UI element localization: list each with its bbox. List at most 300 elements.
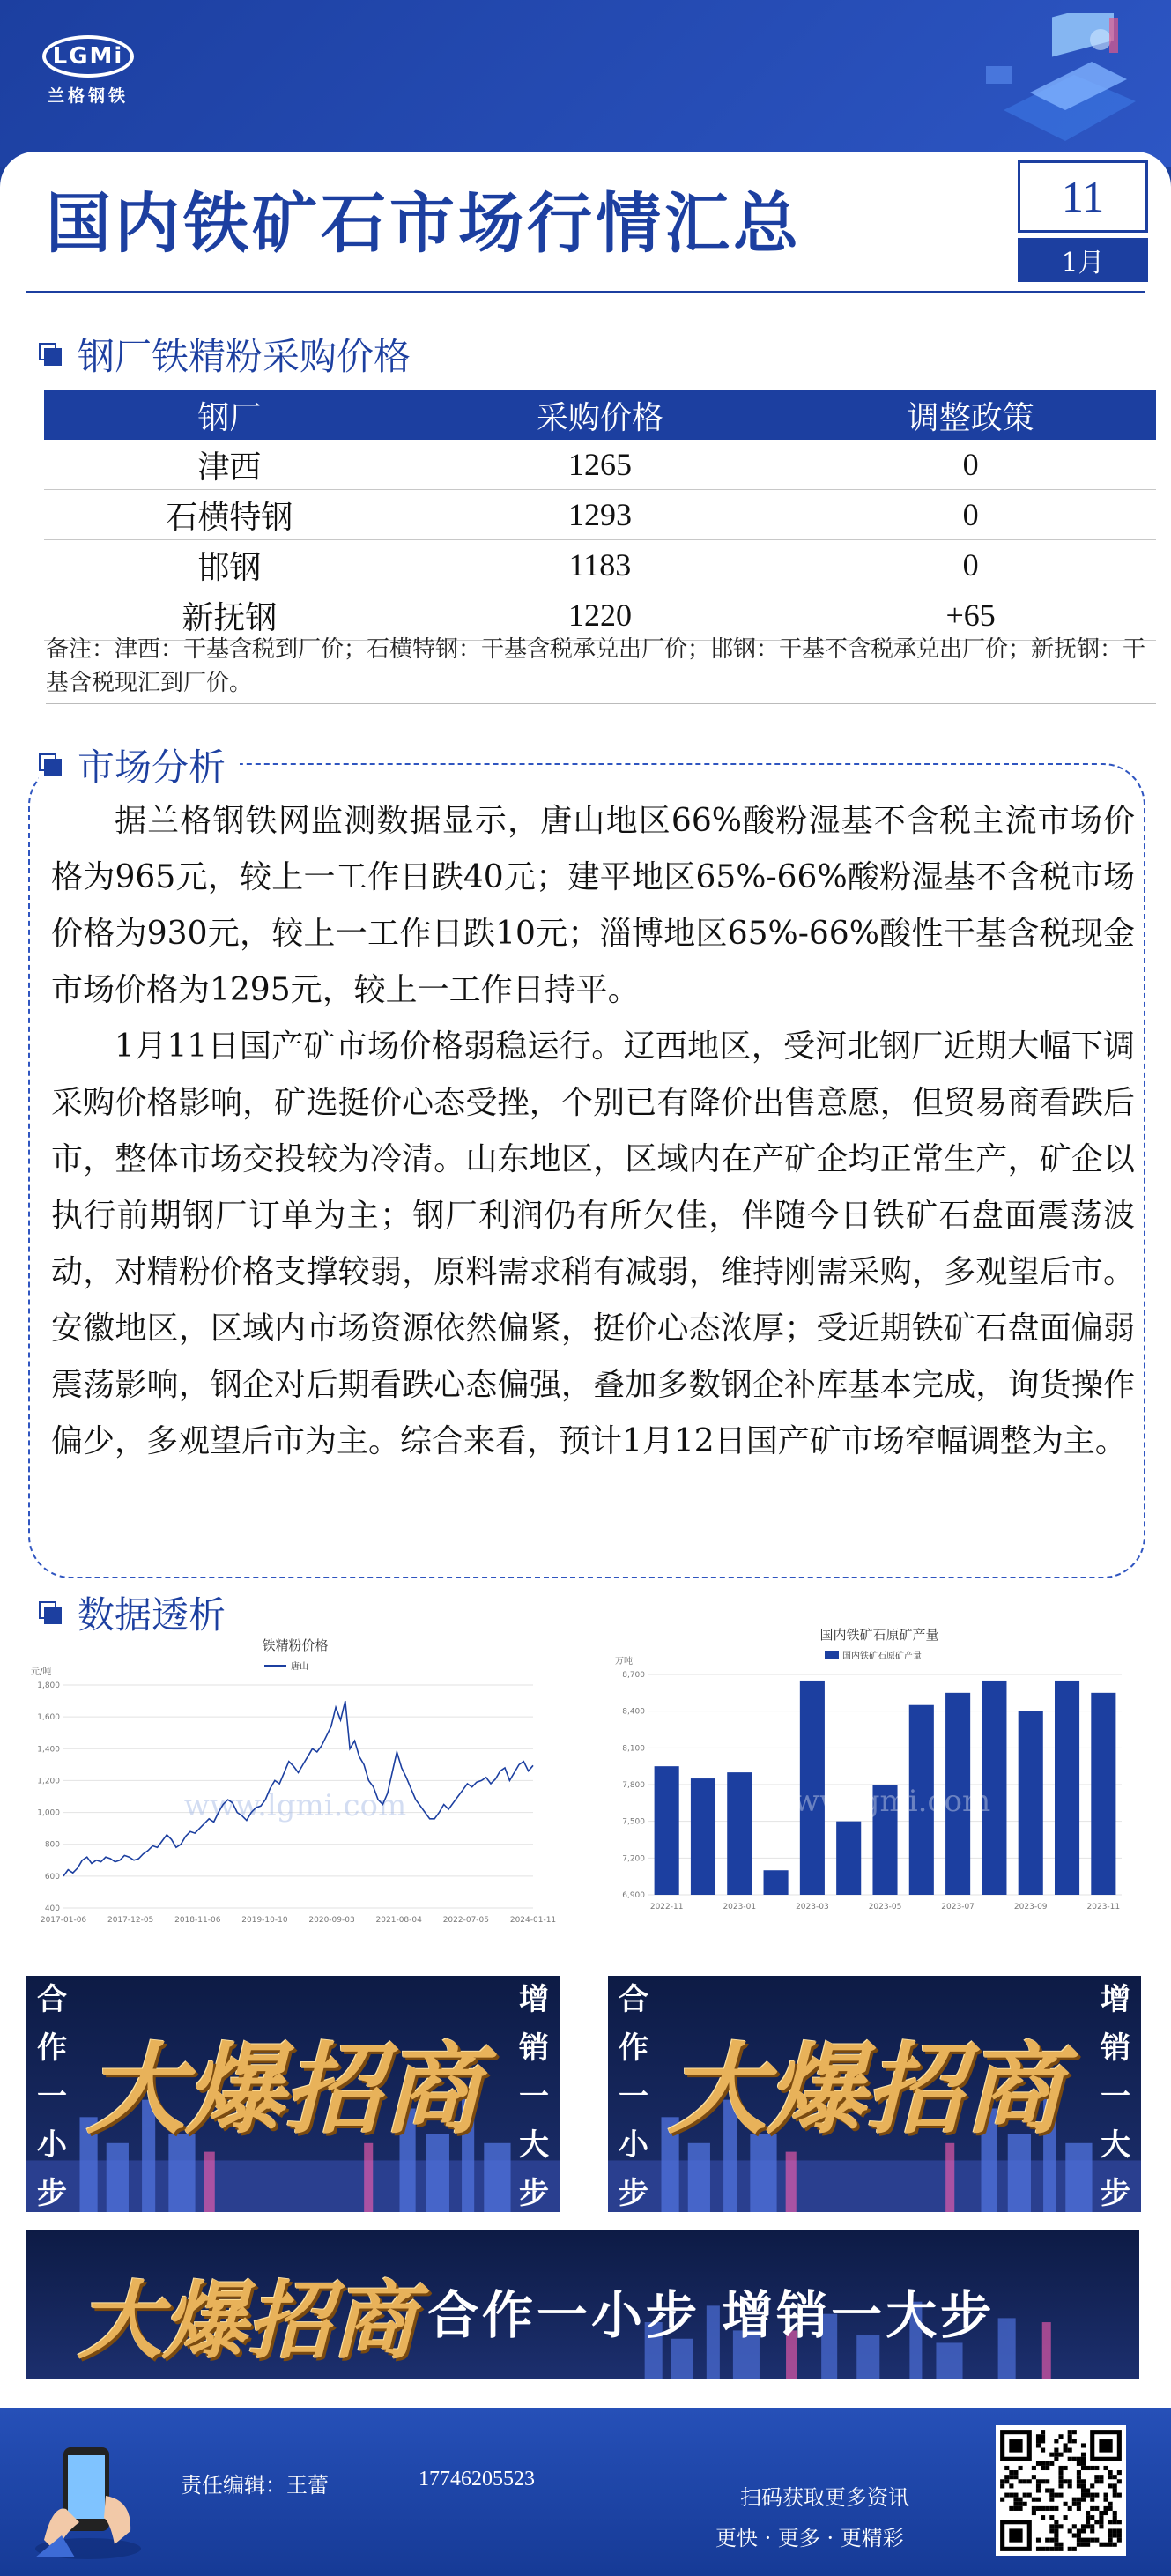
qr-module (1086, 2520, 1090, 2524)
qr-module (1023, 2479, 1027, 2483)
y-tick-label: 1,400 (37, 1745, 60, 1755)
qr-module (1090, 2506, 1094, 2511)
bar-2023-11 (1091, 1693, 1115, 1895)
bar-2023-04 (836, 1822, 861, 1895)
qr-finder-core (1009, 2439, 1022, 2452)
qr-module (1099, 2543, 1103, 2547)
bar-chart (606, 1622, 1144, 1930)
qr-module (1108, 2538, 1113, 2543)
banner-left[interactable] (26, 1976, 560, 2212)
analysis-paragraph: 据兰格钢铁网监测数据显示，唐山地区66%酸粉湿基不含税主流市场价格为965元，较上一工作日跌40元；建平地区65%-66%酸粉湿基不含税市场价格为930元，较上一工作日跌10元；淄博地区65%-66%酸性干基含税现金市场价格为1295元，较上一工作日持平。 (51, 803, 1135, 1008)
footer-motto: 更快 · 更多 · 更精彩 (715, 2526, 904, 2550)
qr-module (1049, 2524, 1054, 2528)
qr-module (1081, 2443, 1086, 2447)
x-tick-label: 2023-09 (1013, 1903, 1048, 1912)
qr-module (1077, 2506, 1081, 2511)
adjust-policy: +65 (785, 590, 1156, 641)
column-header: 钢厂 (44, 390, 415, 440)
bar-2023-01 (727, 1772, 752, 1895)
y-tick-label: 1,800 (37, 1681, 60, 1690)
qr-module (1013, 2475, 1018, 2479)
qr-module (1045, 2466, 1049, 2470)
steel-name: 津西 (44, 440, 415, 490)
qr-module (1041, 2430, 1045, 2434)
y-tick-label: 7,200 (622, 1854, 645, 1864)
qr-module (1041, 2547, 1045, 2551)
qr-module (1072, 2439, 1077, 2443)
qr-module (1032, 2506, 1036, 2511)
qr-module (1058, 2483, 1063, 2488)
qr-module (1032, 2475, 1036, 2479)
qr-module (1049, 2461, 1054, 2466)
banner-side-left: 合 作 一 小 步 (37, 1982, 67, 2211)
hand-phone-icon (26, 2434, 150, 2566)
qr-module (1099, 2479, 1103, 2483)
qr-module (1064, 2448, 1068, 2453)
qr-module (1068, 2528, 1072, 2533)
qr-module (1077, 2533, 1081, 2537)
qr-module (1009, 2470, 1013, 2475)
qr-module (1077, 2543, 1081, 2547)
qr-module (1108, 2502, 1113, 2506)
qr-module (1072, 2457, 1077, 2461)
y-tick-label: 800 (44, 1840, 60, 1850)
adjust-policy: 0 (785, 540, 1156, 590)
qr-module (1113, 2515, 1117, 2520)
qr-module (1054, 2457, 1058, 2461)
qr-module (1041, 2448, 1045, 2453)
table-header-row (44, 390, 1156, 440)
qr-module (1081, 2453, 1086, 2457)
qr-module (1072, 2430, 1077, 2434)
y-tick-label: 8,700 (622, 1671, 645, 1680)
purchase-price: 1293 (415, 490, 786, 540)
qr-module (1077, 2479, 1081, 2483)
qr-module (1045, 2479, 1049, 2483)
table-row (44, 440, 1156, 490)
qr-module (1054, 2524, 1058, 2528)
banner-side-left: 合 作 一 小 步 (619, 1982, 648, 2211)
qr-module (1081, 2524, 1086, 2528)
qr-module (1019, 2466, 1023, 2470)
qr-module (1094, 2466, 1099, 2470)
bar-2022-11 (655, 1766, 679, 1895)
qr-module (1086, 2466, 1090, 2470)
qr-module (1004, 2493, 1009, 2498)
qr-module (1054, 2453, 1058, 2457)
y-tick-label: 7,500 (622, 1817, 645, 1827)
qr-module (1064, 2443, 1068, 2447)
qr-module (1041, 2515, 1045, 2520)
qr-module (1041, 2434, 1045, 2439)
qr-module (1045, 2547, 1049, 2551)
banner-right[interactable] (608, 1976, 1141, 2212)
qr-module (1117, 2479, 1122, 2483)
qr-module (1094, 2538, 1099, 2543)
qr-module (1117, 2493, 1122, 2498)
qr-module (1058, 2470, 1063, 2475)
x-tick-label: 2022-07-05 (442, 1916, 490, 1925)
qr-module (1054, 2538, 1058, 2543)
watermark: www.lgmi.com (183, 1788, 407, 1823)
qr-module (1027, 2493, 1032, 2498)
x-tick-label: 2023-03 (796, 1903, 829, 1912)
y-tick-label: 600 (44, 1872, 60, 1882)
qr-module (1036, 2483, 1041, 2488)
qr-module (1081, 2498, 1086, 2502)
qr-module (1077, 2528, 1081, 2533)
qr-module (1036, 2538, 1041, 2543)
chart-title: 铁精粉价格 (262, 1637, 329, 1653)
qr-module (1041, 2466, 1045, 2470)
qr-module (1058, 2453, 1063, 2457)
qr-module (1045, 2506, 1049, 2511)
qr-module (1013, 2470, 1018, 2475)
qr-module (1081, 2479, 1086, 2483)
brand-logo (42, 35, 139, 106)
qr-module (1072, 2533, 1077, 2537)
tech-decoration-icon (968, 13, 1145, 154)
footer-phone: 17746205523 (419, 2468, 535, 2491)
qr-module (1077, 2483, 1081, 2488)
qr-module (1064, 2502, 1068, 2506)
table-row (44, 490, 1156, 540)
date-month: 1月 (1018, 238, 1148, 282)
purchase-price: 1265 (415, 440, 786, 490)
qr-module (1094, 2479, 1099, 2483)
qr-module (1049, 2547, 1054, 2551)
footer-scan-text: 扫码获取更多资讯 (740, 2485, 909, 2510)
steel-name: 邯钢 (44, 540, 415, 590)
x-tick-label: 2023-05 (868, 1903, 902, 1912)
qr-module (1086, 2543, 1090, 2547)
qr-module (1081, 2538, 1086, 2543)
logo-name: 兰格钢铁 (47, 86, 129, 106)
qr-module (1068, 2506, 1072, 2511)
x-tick-label: 2023-11 (1086, 1903, 1121, 1912)
qr-module (1049, 2488, 1054, 2492)
title-divider (26, 291, 1145, 293)
y-tick-label: 1,000 (37, 1808, 60, 1818)
qr-module (1049, 2528, 1054, 2533)
qr-module (1090, 2524, 1094, 2528)
qr-module (1113, 2475, 1117, 2479)
qr-module (1103, 2498, 1108, 2502)
qr-module (1077, 2502, 1081, 2506)
square-bullet-icon (39, 343, 62, 366)
purchase-price: 1183 (415, 540, 786, 590)
qr-module (1009, 2475, 1013, 2479)
qr-module (1113, 2511, 1117, 2515)
qr-module (1113, 2493, 1117, 2498)
qr-module (1036, 2443, 1041, 2447)
qr-module (1081, 2528, 1086, 2533)
qr-module (1077, 2498, 1081, 2502)
adjust-policy: 0 (785, 440, 1156, 490)
qr-module (1032, 2466, 1036, 2470)
qr-module (1090, 2483, 1094, 2488)
qr-module (1032, 2511, 1036, 2515)
qr-module (1009, 2483, 1013, 2488)
banner-big-text: 大爆招商 (668, 2032, 1063, 2148)
qr-module (1086, 2488, 1090, 2492)
qr-module (1099, 2515, 1103, 2520)
qr-module (1108, 2506, 1113, 2511)
qr-module (1009, 2506, 1013, 2511)
steel-name: 新抚钢 (44, 590, 415, 641)
qr-module (1036, 2434, 1041, 2439)
qr-module (1081, 2493, 1086, 2498)
qr-module (1054, 2520, 1058, 2524)
qr-module (1054, 2547, 1058, 2551)
qr-module (1117, 2528, 1122, 2533)
analysis-paragraph: 1月11日国产矿市场价格弱稳运行。辽西地区，受河北钢厂近期大幅下调采购价格影响，矿选挺价心态受挫，个别已有降价出售意愿，但贸易商看跌后市，整体市场交投较为冷清。山东地区，区域内在产矿企均正常生产，矿企以执行前期钢厂订单为主；钢厂利润仍有所欠佳，伴随今日铁矿石盘面震荡波动，对精粉价格支撑较弱，原料需求稍有减弱，维持刚需采购，多观望后市。安徽地区，区域内市场资源依然偏紧，挺价心态浓厚；受近期铁矿石盘面偏弱震荡影响，钢企对后期看跌心态偏强，叠加多数钢企补库基本完成，询货操作偏少，多观望后市为主。综合来看，预计1月12日国产矿市场窄幅调整为主。 (51, 1028, 1135, 1459)
table-row (44, 540, 1156, 590)
qr-module (1045, 2538, 1049, 2543)
qr-module (1054, 2506, 1058, 2511)
qr-module (1064, 2515, 1068, 2520)
qr-module (1019, 2502, 1023, 2506)
section-analysis-heading (39, 739, 240, 791)
qr-module (1064, 2479, 1068, 2483)
qr-module (1113, 2483, 1117, 2488)
banner-big-text: 大爆招商 (86, 2032, 481, 2148)
square-bullet-icon (39, 753, 62, 776)
qr-module (1090, 2493, 1094, 2498)
qr-module (1054, 2533, 1058, 2537)
qr-module (1086, 2511, 1090, 2515)
x-tick-label: 2017-01-06 (40, 1916, 87, 1925)
qr-finder-core (1099, 2439, 1112, 2452)
x-tick-label: 2023-07 (941, 1903, 975, 1912)
qr-module (1004, 2475, 1009, 2479)
qr-module (1108, 2520, 1113, 2524)
y-tick-label: 1,200 (37, 1777, 60, 1786)
footer (0, 2408, 1171, 2576)
bar-2023-09 (1019, 1711, 1043, 1895)
legend-label: 国内铁矿石原矿产量 (842, 1652, 922, 1661)
qr-module (1068, 2457, 1072, 2461)
qr-module (1023, 2493, 1027, 2498)
qr-module (1090, 2528, 1094, 2533)
qr-module (1094, 2475, 1099, 2479)
qr-module (1086, 2515, 1090, 2520)
qr-module (1036, 2479, 1041, 2483)
qr-module (1036, 2461, 1041, 2466)
qr-module (1041, 2479, 1045, 2483)
qr-module (1068, 2483, 1072, 2488)
square-bullet-icon (39, 1601, 62, 1624)
qr-module (1023, 2502, 1027, 2506)
bar-2023-02 (764, 1870, 789, 1895)
logo-mark: LGMi (42, 35, 134, 78)
qr-module (1072, 2498, 1077, 2502)
section-data-title: 数据透析 (78, 1593, 226, 1637)
x-tick-label: 2018-11-06 (174, 1916, 221, 1925)
banner-slogan: 合作一小步 增销一大步 (427, 2285, 996, 2345)
qr-module (1108, 2533, 1113, 2537)
y-tick-label: 1,600 (37, 1713, 60, 1723)
qr-module (1049, 2538, 1054, 2543)
qr-module (1013, 2498, 1018, 2502)
x-tick-label: 2022-11 (649, 1903, 684, 1912)
qr-module (1103, 2506, 1108, 2511)
qr-module (1019, 2479, 1023, 2483)
y-tick-label: 6,900 (622, 1891, 645, 1900)
qr-module (1108, 2543, 1113, 2547)
qr-module (1072, 2524, 1077, 2528)
qr-module (1113, 2533, 1117, 2537)
qr-module (1094, 2506, 1099, 2511)
qr-module (1072, 2547, 1077, 2551)
section-prices-title: 钢厂铁精粉采购价格 (78, 335, 411, 378)
qr-module (1049, 2453, 1054, 2457)
qr-module (1113, 2520, 1117, 2524)
qr-module (1054, 2493, 1058, 2498)
steel-name: 石横特钢 (44, 490, 415, 540)
column-header: 调整政策 (785, 390, 1156, 440)
x-tick-label: 2019-10-10 (241, 1916, 288, 1925)
qr-module (1099, 2511, 1103, 2515)
price-note: 备注：津西：干基含税到厂价；石横特钢：干基含税承兑出厂价；邯钢：干基不含税承兑出厂价；新抚钢：干基含税现汇到厂价。 (46, 633, 1156, 704)
qr-module (1013, 2506, 1018, 2511)
qr-module (1108, 2475, 1113, 2479)
price-table (44, 390, 1156, 641)
qr-module (1058, 2434, 1063, 2439)
qr-module (1013, 2493, 1018, 2498)
bar-2023-10 (1055, 1681, 1079, 1895)
qr-module (1090, 2498, 1094, 2502)
qr-module (1108, 2528, 1113, 2533)
y-axis-label: 元/吨 (31, 1667, 52, 1677)
chart-title: 国内铁矿石原矿产量 (819, 1627, 939, 1643)
section-analysis-title: 市场分析 (78, 746, 226, 789)
date-day: 11 (1018, 160, 1148, 233)
qr-module (1036, 2506, 1041, 2511)
qr-module (1049, 2493, 1054, 2498)
banner-side-right: 增 销 一 大 步 (1101, 1982, 1130, 2211)
qr-module (1013, 2502, 1018, 2506)
qr-module (1117, 2470, 1122, 2475)
qr-module (1054, 2448, 1058, 2453)
qr-module (1103, 2493, 1108, 2498)
adjust-policy: 0 (785, 490, 1156, 540)
qr-module (1113, 2528, 1117, 2533)
qr-module (1113, 2488, 1117, 2492)
qr-module (1068, 2547, 1072, 2551)
watermark: www.lgmi.com (767, 1784, 991, 1819)
analysis-body (51, 793, 1135, 1470)
y-tick-label: 400 (44, 1904, 60, 1913)
qr-module (1068, 2430, 1072, 2434)
qr-module (1099, 2520, 1103, 2524)
qr-module (1090, 2515, 1094, 2520)
qr-module (1058, 2493, 1063, 2498)
qr-module (1117, 2538, 1122, 2543)
qr-module (1049, 2498, 1054, 2502)
legend-label: 唐山 (291, 1662, 308, 1672)
qr-module (1086, 2538, 1090, 2543)
qr-module (1068, 2439, 1072, 2443)
qr-module (1000, 2498, 1004, 2502)
banner-side-right: 增 销 一 大 步 (519, 1982, 549, 2211)
qr-module (1058, 2547, 1063, 2551)
qr-module (1081, 2488, 1086, 2492)
qr-module (1054, 2528, 1058, 2533)
qr-module (1058, 2543, 1063, 2547)
qr-module (1081, 2483, 1086, 2488)
qr-module (1049, 2506, 1054, 2511)
qr-module (1077, 2470, 1081, 2475)
qr-module (1041, 2461, 1045, 2466)
qr-module (1103, 2511, 1108, 2515)
qr-module (1090, 2466, 1094, 2470)
qr-module (1032, 2498, 1036, 2502)
qr-module (1081, 2543, 1086, 2547)
qr-module (1113, 2543, 1117, 2547)
line-chart (26, 1630, 564, 1930)
qr-module (1000, 2479, 1004, 2483)
x-tick-label: 2024-01-11 (509, 1916, 557, 1925)
qr-module (1081, 2461, 1086, 2466)
qr-module (1086, 2493, 1090, 2498)
qr-module (1099, 2524, 1103, 2528)
qr-module (1045, 2461, 1049, 2466)
qr-finder-core (1009, 2528, 1022, 2542)
qr-module (1068, 2479, 1072, 2483)
qr-module (1094, 2520, 1099, 2524)
qr-module (1049, 2515, 1054, 2520)
qr-module (1041, 2506, 1045, 2511)
qr-module (1000, 2483, 1004, 2488)
qr-module (1117, 2533, 1122, 2537)
y-tick-label: 8,100 (622, 1744, 645, 1754)
qr-module (1009, 2493, 1013, 2498)
qr-module (1077, 2475, 1081, 2479)
qr-module (1058, 2479, 1063, 2483)
y-tick-label: 8,400 (622, 1707, 645, 1717)
qr-code-icon[interactable] (996, 2425, 1126, 2556)
qr-module (1041, 2439, 1045, 2443)
y-axis-label: 万吨 (615, 1657, 633, 1667)
legend-swatch (825, 1651, 839, 1659)
purchase-price: 1220 (415, 590, 786, 641)
x-tick-label: 2020-09-03 (308, 1916, 355, 1925)
qr-module (1086, 2524, 1090, 2528)
qr-module (1019, 2498, 1023, 2502)
x-tick-label: 2021-08-04 (375, 1916, 422, 1925)
footer-editor: 责任编辑：王蕾 (181, 2473, 329, 2498)
qr-module (1108, 2483, 1113, 2488)
qr-module (1004, 2479, 1009, 2483)
qr-module (1090, 2538, 1094, 2543)
x-tick-label: 2017-12-05 (107, 1916, 154, 1925)
qr-module (1004, 2466, 1009, 2470)
qr-module (1077, 2457, 1081, 2461)
qr-module (1077, 2538, 1081, 2543)
bar-2022-12 (691, 1778, 715, 1895)
qr-module (1019, 2506, 1023, 2511)
qr-module (1036, 2498, 1041, 2502)
qr-module (1036, 2488, 1041, 2492)
qr-module (1103, 2466, 1108, 2470)
qr-module (1027, 2479, 1032, 2483)
section-prices-heading (39, 328, 411, 381)
qr-module (1058, 2466, 1063, 2470)
banner-wide[interactable] (26, 2230, 1139, 2379)
qr-module (1081, 2466, 1086, 2470)
qr-module (1077, 2461, 1081, 2466)
